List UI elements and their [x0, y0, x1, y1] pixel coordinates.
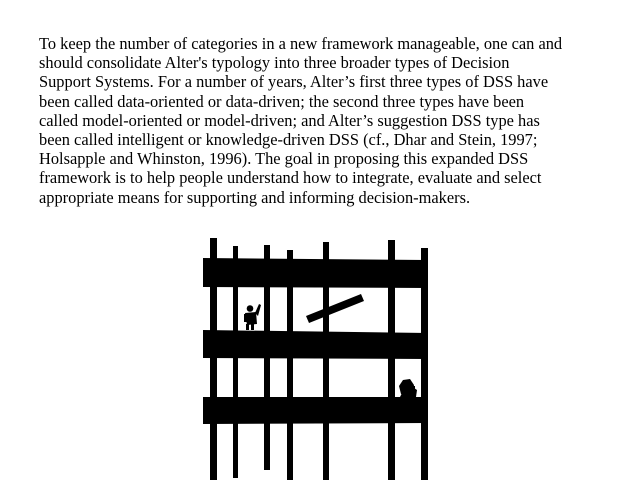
paragraph-line: appropriate means for supporting and informing decision-makers.: [39, 187, 471, 207]
floor-slab: [203, 397, 428, 424]
paragraph-line: Holsapple and Whinston, 1996). The goal in proposing this expanded DSS: [39, 149, 529, 169]
floor-slab: [203, 258, 428, 288]
building-construction-icon: [195, 238, 440, 480]
body-paragraph: [39, 34, 629, 207]
paragraph-line: framework is to help people understand how to integrate, evaluate and select: [39, 168, 542, 188]
paragraph-line: been called intelligent or knowledge-driven DSS (cf., Dhar and Stein, 1997;: [39, 130, 538, 150]
floor-slab: [203, 330, 428, 359]
diagonal-beam: [306, 294, 364, 323]
worker-standing: [244, 304, 261, 330]
paragraph-line: called model-oriented or model-driven; and Alter’s suggestion DSS type has: [39, 110, 540, 130]
paragraph-line: should consolidate Alter's typology into three broader types of Decision: [39, 53, 510, 73]
worker-crouching: [399, 379, 417, 397]
paragraph-line: Support Systems. For a number of years, Alter’s first three types of DSS have: [39, 72, 549, 92]
paragraph-line: been called data-oriented or data-driven; the second three types have been: [39, 91, 525, 111]
paragraph-line: To keep the number of categories in a new framework manageable, one can and: [39, 34, 563, 53]
